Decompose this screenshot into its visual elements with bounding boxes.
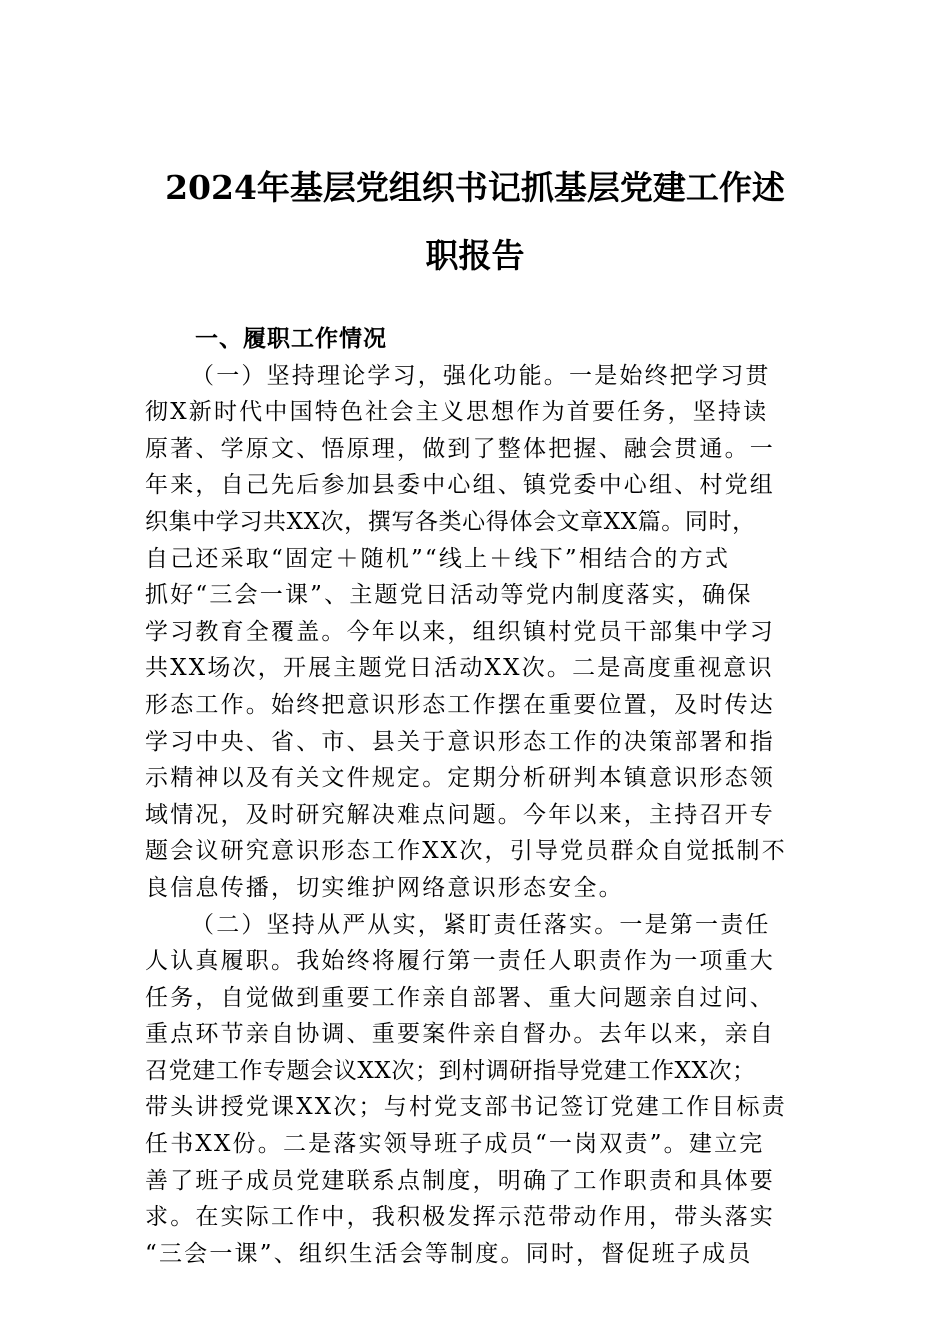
document-title-line-1: 2024年基层党组织书记抓基层党建工作述	[165, 168, 785, 207]
paragraph-line: 抓好“三会一课”、主题党日活动等党内制度落实，确保	[145, 582, 753, 609]
paragraph-line: 自己还采取“固定＋随机”“线上＋线下”相结合的方式	[145, 545, 731, 572]
document-title-line-2: 职报告	[425, 236, 525, 275]
paragraph-line: 求。在实际工作中，我积极发挥示范带动作用，带头落实	[145, 1204, 775, 1231]
paragraph-line: （二）坚持从严从实，紧盯责任落实。一是第一责任	[191, 911, 771, 938]
paragraph-line: 示精神以及有关文件规定。定期分析研判本镇意识形态领	[145, 765, 775, 792]
paragraph-line: 良信息传播，切实维护网络意识形态安全。	[145, 874, 624, 901]
paragraph-line: 学习中央、省、市、县关于意识形态工作的决策部署和指	[145, 728, 775, 755]
paragraph-line: 任务，自觉做到重要工作亲自部署、重大问题亲自过问、	[145, 984, 775, 1011]
paragraph-line: 年来，自己先后参加县委中心组、镇党委中心组、村党组	[145, 472, 775, 499]
paragraph-line: 带头讲授党课XX次；与村党支部书记签订党建工作目标责	[145, 1094, 787, 1121]
paragraph-line: 任书XX份。二是落实领导班子成员“一岗双责”。建立完	[145, 1131, 765, 1158]
paragraph-line: “三会一课”、组织生活会等制度。同时，督促班子成员	[145, 1240, 753, 1267]
paragraph-line: （一）坚持理论学习，强化功能。一是始终把学习贯	[191, 362, 771, 389]
paragraph-line: 善了班子成员党建联系点制度，明确了工作职责和具体要	[145, 1167, 775, 1194]
paragraph-line: 形态工作。始终把意识形态工作摆在重要位置，及时传达	[145, 691, 775, 718]
paragraph-line: 织集中学习共XX次，撰写各类心得体会文章XX篇。同时，	[145, 508, 756, 535]
paragraph-line: 题会议研究意识形态工作XX次，引导党员群众自觉抵制不	[145, 838, 787, 865]
paragraph-line: 原著、学原文、悟原理，做到了整体把握、融会贯通。一	[145, 435, 775, 462]
paragraph-line: 共XX场次，开展主题党日活动XX次。二是高度重视意识	[145, 655, 774, 682]
paragraph-line: 域情况，及时研究解决难点问题。今年以来，主持召开专	[145, 801, 775, 828]
paragraph-line: 重点环节亲自协调、重要案件亲自督办。去年以来，亲自	[145, 1021, 775, 1048]
document-body	[145, 321, 835, 1272]
paragraph-line: 学习教育全覆盖。今年以来，组织镇村党员干部集中学习	[145, 618, 775, 645]
paragraph-line: 召党建工作专题会议XX次；到村调研指导党建工作XX次；	[145, 1057, 756, 1084]
paragraph-line: 彻X新时代中国特色社会主义思想作为首要任务，坚持读	[145, 399, 769, 426]
section-heading: 一、履职工作情况	[195, 326, 387, 352]
paragraph-line: 人认真履职。我始终将履行第一责任人职责作为一项重大	[145, 948, 775, 975]
